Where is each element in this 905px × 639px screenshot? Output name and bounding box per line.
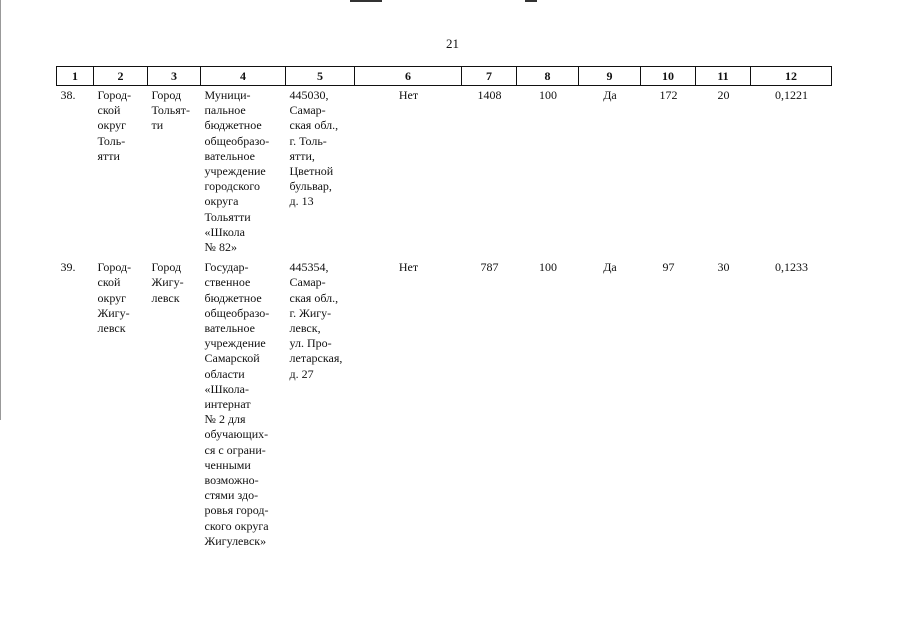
row-number: 38. bbox=[60, 88, 76, 102]
col8-cell: 100 bbox=[539, 260, 557, 275]
district-cell: Город- ской округ Толь- ятти bbox=[97, 88, 132, 163]
column-header: 7 bbox=[462, 67, 517, 86]
row-number: 39. bbox=[60, 260, 76, 275]
col7-cell: 1408 bbox=[477, 88, 502, 102]
col7-cell: 787 bbox=[480, 260, 499, 275]
column-header: 9 bbox=[579, 67, 641, 86]
col10-cell: 97 bbox=[662, 260, 675, 275]
institution-cell: Муници- пальное бюджетное общеобразо- вательное учреждение городского округа Тольятти «Школа № 82» bbox=[204, 88, 270, 255]
table-row bbox=[57, 255, 832, 549]
settlement-cell: Город Тольят- ти bbox=[151, 88, 190, 133]
column-header: 11 bbox=[696, 67, 751, 86]
settlement-cell: Город Жигу- левск bbox=[151, 260, 184, 305]
col10-cell: 172 bbox=[659, 88, 678, 102]
column-header: 12 bbox=[751, 67, 832, 86]
column-header: 10 bbox=[641, 67, 696, 86]
address-cell: 445354, Самар- ская обл., г. Жигу- левск, ул. Про- летарская, д. 27 bbox=[289, 260, 343, 381]
column-header: 2 bbox=[94, 67, 148, 86]
scan-edge-left bbox=[0, 0, 1, 420]
column-header: 8 bbox=[517, 67, 579, 86]
header-row bbox=[57, 67, 832, 86]
column-header: 1 bbox=[57, 67, 94, 86]
district-cell: Город- ской округ Жигу- левск bbox=[97, 260, 132, 336]
column-header: 5 bbox=[286, 67, 355, 86]
scan-mark-top-left bbox=[350, 0, 382, 2]
col9-cell: Да bbox=[603, 260, 617, 275]
col8-cell: 100 bbox=[539, 88, 557, 102]
col6-cell: Нет bbox=[398, 88, 419, 102]
table-row bbox=[57, 86, 832, 256]
column-header: 6 bbox=[355, 67, 462, 86]
column-header: 3 bbox=[148, 67, 201, 86]
col11-cell: 20 bbox=[717, 88, 730, 102]
scan-mark-top-right bbox=[525, 0, 537, 2]
data-table bbox=[56, 66, 832, 549]
page-number: 21 bbox=[446, 36, 459, 51]
column-header: 4 bbox=[201, 67, 286, 86]
col12-cell: 0,1221 bbox=[775, 88, 808, 102]
col11-cell: 30 bbox=[717, 260, 730, 275]
col6-cell: Нет bbox=[398, 260, 419, 275]
col12-cell: 0,1233 bbox=[775, 260, 808, 275]
address-cell: 445030, Самар- ская обл., г. Толь- ятти, Цветной бульвар, д. 13 bbox=[289, 88, 339, 209]
institution-cell: Государ- ственное бюджетное общеобразо- вательное учреждение Самарской области «Школа- интернат № 2 для обучающих- ся с ограни- ченными возможно- стями здо- ровья город- ского округа Жигулевск» bbox=[204, 260, 270, 548]
col9-cell: Да bbox=[603, 88, 617, 102]
